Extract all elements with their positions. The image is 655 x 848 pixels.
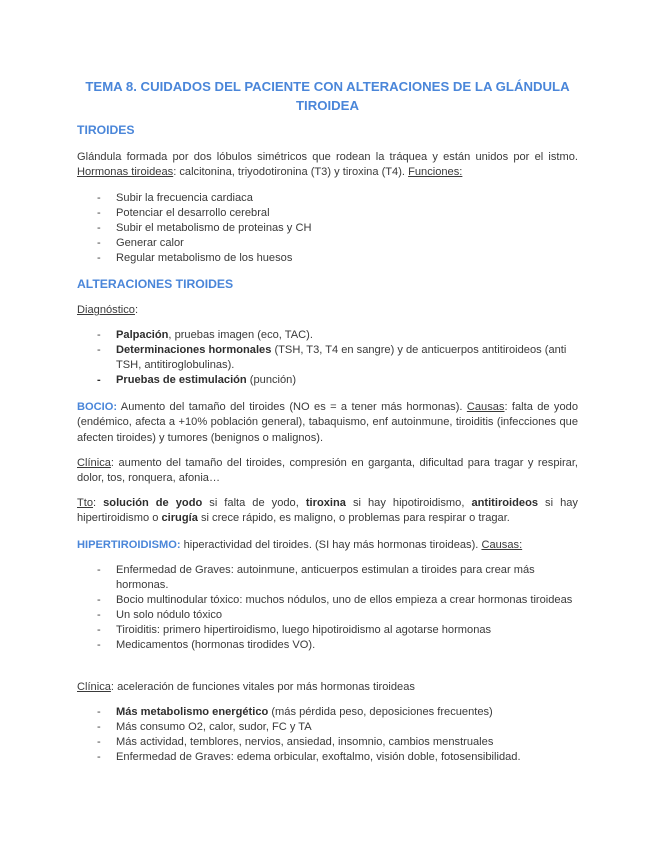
list-item: - Más consumo O2, calor, sudor, FC y TA <box>97 721 312 734</box>
clinica-list <box>77 705 578 765</box>
list-item: - Potenciar el desarrollo cerebral <box>97 207 270 220</box>
paragraph-bocio-tto: Tto: solución de yodo si falta de yodo, tiroxina si hay hipotiroidismo, antitiroideos si hay hipertiroidismo o cirugía si crece rápido, es maligno, o problemas para respirar o tragar. <box>77 497 578 525</box>
list-item: - Determinaciones hormonales (TSH, T3, T4 en sangre) y de anticuerpos antitiroideos (anti TSH, antitiroglobulinas). <box>97 344 567 372</box>
list-item: - Regular metabolismo de los huesos <box>97 252 293 265</box>
list-item: - Palpación, pruebas imagen (eco, TAC). <box>97 329 313 341</box>
paragraph-bocio-clinica: Clínica: aumento del tamaño del tiroides, compresión en garganta, dificultad para tragar y respirar, dolor, tos, ronquera, afonia… <box>77 457 578 485</box>
document-title <box>77 77 578 115</box>
diagnostico-list <box>77 328 578 388</box>
title-line-1: TEMA 8. CUIDADOS DEL PACIENTE CON ALTERACIONES DE LA GLÁNDULA <box>85 79 570 94</box>
paragraph-tiroides: Glándula formada por dos lóbulos simétricos que rodean la tráquea y están unidos por el istmo. Hormonas tiroideas: calcitonina, triyodotironina (T3) y tiroxina (T4). Funciones: <box>77 151 578 179</box>
title-line-2: TIROIDEA <box>295 98 359 113</box>
list-item: - Bocio multinodular tóxico: muchos nódulos, uno de ellos empieza a crear hormonas tiroideas <box>97 594 573 607</box>
heading-alteraciones: ALTERACIONES TIROIDES <box>77 277 234 291</box>
list-item: - Medicamentos (hormonas tirodides VO). <box>97 639 316 652</box>
list-item: - Enfermedad de Graves: autoinmune, anticuerpos estimulan a tiroides para crear más hormonas. <box>97 564 535 592</box>
paragraph-bocio: BOCIO: Aumento del tamaño del tiroides (NO es = a tener más hormonas). Causas: falta de yodo (endémico, afecta a +10% población general), tabaquismo, enf autoinmune, tiroiditis (infecciones que afecten tiroides) y tumores (benignos o malignos). <box>77 401 578 444</box>
list-item: - Más metabolismo energético (más pérdida peso, deposiciones frecuentes) <box>97 706 493 718</box>
list-item: - Subir la frecuencia cardiaca <box>97 192 253 204</box>
list-item: - Subir el metabolismo de proteinas y CH <box>97 222 312 235</box>
list-item: - Más actividad, temblores, nervios, ansiedad, insomnio, cambios menstruales <box>97 736 494 749</box>
causas-list <box>77 563 578 654</box>
diagnostico-label: Diagnóstico: <box>77 304 139 316</box>
heading-tiroides: TIROIDES <box>77 123 135 137</box>
list-item: - Generar calor <box>97 237 184 250</box>
list-item: - Tiroiditis: primero hipertiroidismo, luego hipotiroidismo al agotarse hormonas <box>97 624 492 637</box>
funciones-list <box>77 191 578 266</box>
paragraph-hiper-clinica: Clínica: aceleración de funciones vitales por más hormonas tiroideas <box>77 681 415 693</box>
list-item: - Un solo nódulo tóxico <box>97 609 223 622</box>
paragraph-hipertiroidismo: HIPERTIROIDISMO: hiperactividad del tiroides. (SI hay más hormonas tiroideas). Causas: <box>77 539 523 551</box>
list-item: - Enfermedad de Graves: edema orbicular, exoftalmo, visión doble, fotosensibilidad. <box>97 751 521 764</box>
list-item: - Pruebas de estimulación (punción) <box>97 374 297 387</box>
